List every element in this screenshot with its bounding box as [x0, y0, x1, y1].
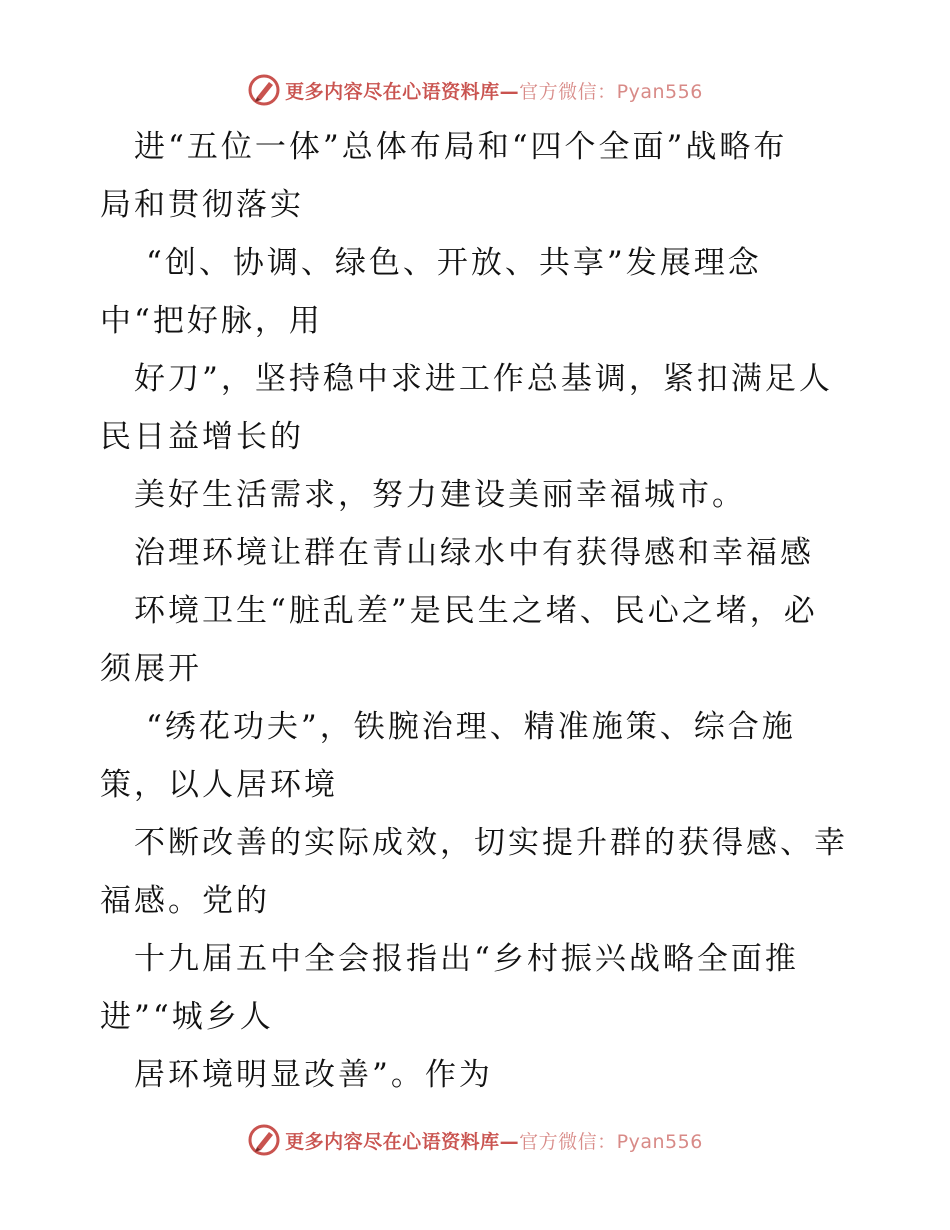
footer-watermark — [0, 1120, 950, 1160]
text-line: 十九届五中全会报指出“乡村振兴战略全面推 — [134, 941, 799, 977]
watermark-wechat-text: 官方微信：Pyan556 — [519, 80, 703, 103]
watermark-dash: — — [499, 1130, 520, 1153]
header-watermark — [0, 70, 950, 110]
text-line: 居环境明显改善”。作为 — [134, 1057, 493, 1093]
watermark-main-text: 更多内容尽在心语资料库 — [285, 1130, 500, 1153]
text-line: 局和贯彻落实 — [100, 187, 304, 223]
watermark-main-text: 更多内容尽在心语资料库 — [285, 80, 500, 103]
watermark-dash: — — [499, 80, 520, 103]
text-line: “绣花功夫”，铁腕治理、精准施策、综合施 — [146, 709, 796, 745]
text-line: 美好生活需求，努力建设美丽幸福城市。 — [134, 477, 746, 513]
text-line: 策，以人居环境 — [100, 767, 338, 803]
text-line: 民日益增长的 — [100, 419, 304, 455]
watermark-wechat-text: 官方微信：Pyan556 — [519, 1130, 703, 1153]
pen-logo-icon — [247, 1123, 281, 1157]
text-line: 须展开 — [100, 651, 202, 687]
text-line: “创、协调、绿色、开放、共享”发展理念 — [146, 245, 762, 281]
text-line: 福感。党的 — [100, 883, 270, 919]
text-line: 不断改善的实际成效，切实提升群的获得感、幸 — [134, 825, 848, 861]
text-line: 环境卫生“脏乱差”是民生之堵、民心之堵，必 — [134, 593, 818, 629]
pen-logo-icon — [247, 73, 281, 107]
document-body — [100, 118, 860, 1104]
text-line: 中“把好脉，用 — [100, 303, 323, 339]
text-line: 进”“城乡人 — [100, 999, 274, 1035]
text-line: 治理环境让群在青山绿水中有获得感和幸福感 — [134, 535, 814, 571]
text-line: 好刀”，坚持稳中求进工作总基调，紧扣满足人 — [134, 361, 833, 397]
text-line: 进“五位一体”总体布局和“四个全面”战略布 — [134, 129, 788, 165]
